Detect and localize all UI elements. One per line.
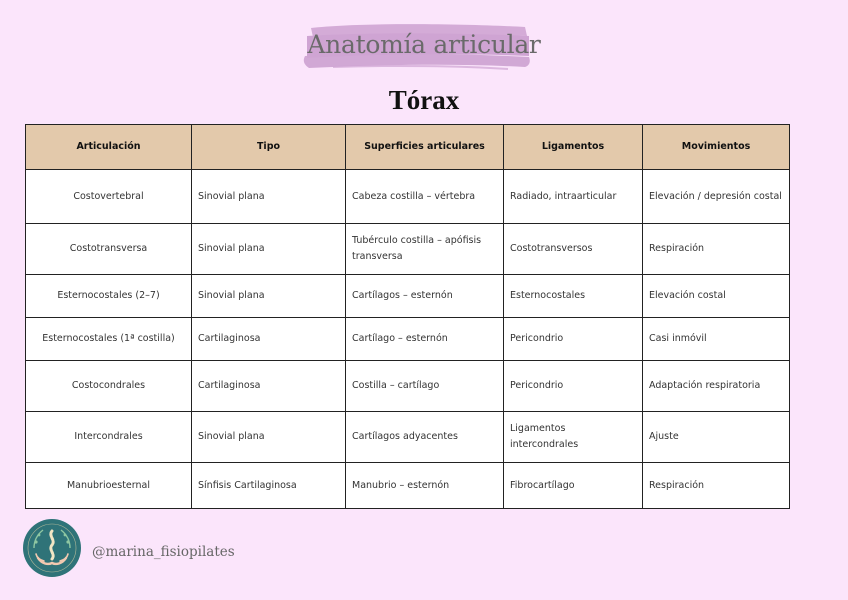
table-cell: Pericondrio	[504, 318, 643, 361]
spine-hands-logo-icon	[22, 518, 82, 578]
table-cell: Costilla – cartílago	[346, 361, 504, 412]
table-cell: Respiración	[643, 463, 790, 509]
table-cell: Intercondrales	[26, 412, 192, 463]
table-cell: Sínfisis Cartilaginosa	[192, 463, 346, 509]
table-cell: Elevación costal	[643, 275, 790, 318]
page-subtitle: Tórax	[388, 85, 460, 115]
table-cell: Cabeza costilla – vértebra	[346, 170, 504, 224]
table-cell: Manubrioesternal	[26, 463, 192, 509]
table-row	[26, 361, 790, 412]
table-cell: Fibrocartílago	[504, 463, 643, 509]
col-header-superficies: Superficies articulares	[346, 125, 504, 170]
table-cell: Costotransversos	[504, 224, 643, 275]
table-row	[26, 224, 790, 275]
table-cell: Cartílagos adyacentes	[346, 412, 504, 463]
joints-table	[25, 124, 790, 509]
table-cell: Sinovial plana	[192, 224, 346, 275]
table-cell: Radiado, intraarticular	[504, 170, 643, 224]
col-header-movimientos: Movimientos	[643, 125, 790, 170]
col-header-tipo: Tipo	[192, 125, 346, 170]
table-cell: Tubérculo costilla – apófisis transversa	[346, 224, 504, 275]
page-title: Anatomía articular	[307, 30, 541, 59]
table-cell: Cartilaginosa	[192, 318, 346, 361]
table-cell: Sinovial plana	[192, 275, 346, 318]
table-cell: Ajuste	[643, 412, 790, 463]
table-cell: Cartilaginosa	[192, 361, 346, 412]
table-header-row	[26, 125, 790, 170]
table-cell: Ligamentos intercondrales	[504, 412, 643, 463]
table-cell: Cartílago – esternón	[346, 318, 504, 361]
table-row	[26, 275, 790, 318]
social-handle: @marina_fisiopilates	[92, 544, 235, 560]
table-cell: Adaptación respiratoria	[643, 361, 790, 412]
table-cell: Manubrio – esternón	[346, 463, 504, 509]
table-cell: Sinovial plana	[192, 412, 346, 463]
table-cell: Elevación / depresión costal	[643, 170, 790, 224]
table-cell: Respiración	[643, 224, 790, 275]
table-cell: Costovertebral	[26, 170, 192, 224]
table-cell: Pericondrio	[504, 361, 643, 412]
table-cell: Esternocostales (2–7)	[26, 275, 192, 318]
table-cell: Sinovial plana	[192, 170, 346, 224]
table-cell: Costocondrales	[26, 361, 192, 412]
table-cell: Esternocostales	[504, 275, 643, 318]
table-row	[26, 318, 790, 361]
table-row	[26, 412, 790, 463]
table-cell: Cartílagos – esternón	[346, 275, 504, 318]
table-row	[26, 170, 790, 224]
col-header-articulacion: Articulación	[26, 125, 192, 170]
table-row	[26, 463, 790, 509]
table-cell: Casi inmóvil	[643, 318, 790, 361]
col-header-ligamentos: Ligamentos	[504, 125, 643, 170]
table-cell: Costotransversa	[26, 224, 192, 275]
table-cell: Esternocostales (1ª costilla)	[26, 318, 192, 361]
